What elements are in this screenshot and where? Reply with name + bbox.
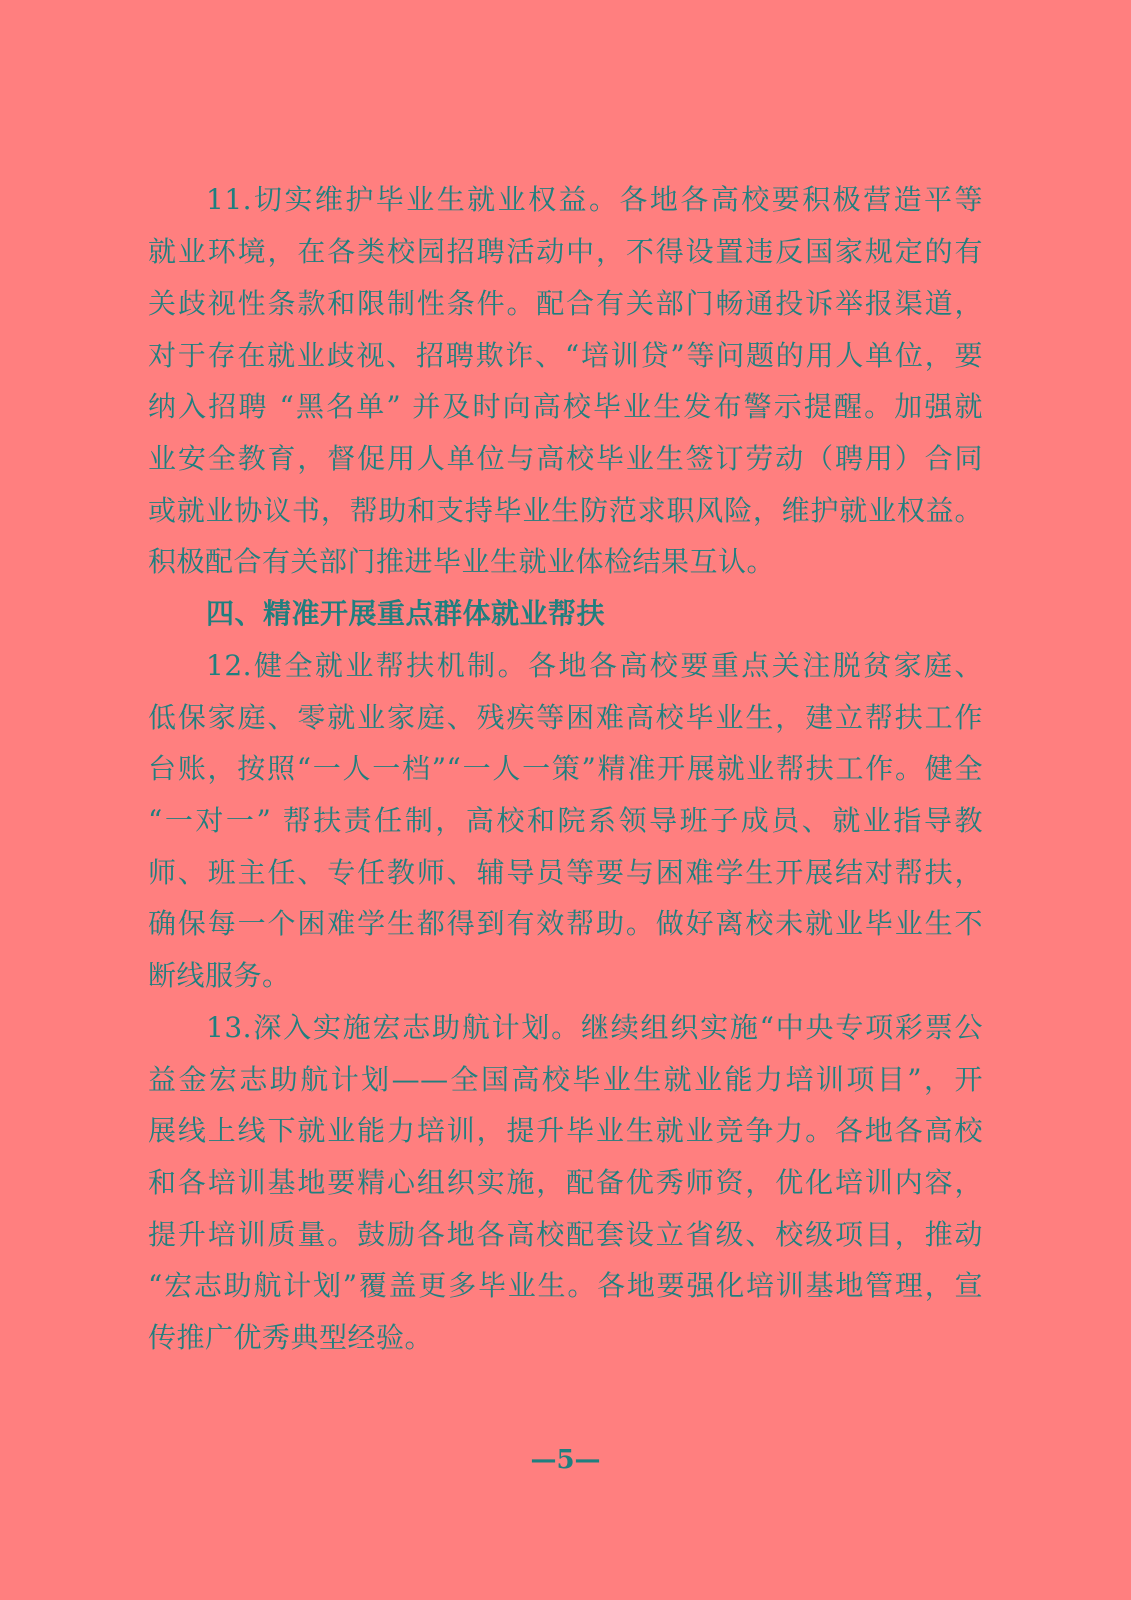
paragraph-line: 断线服务。 [148, 959, 291, 992]
paragraph-line: 对于存在就业歧视、招聘欺诈、“培训贷”等问题的用人单位，要 [148, 339, 983, 372]
paragraph-line: 关歧视性条款和限制性条件。配合有关部门畅通投诉举报渠道， [148, 287, 983, 320]
paragraph-line: 低保家庭、零就业家庭、残疾等困难高校毕业生，建立帮扶工作 [148, 701, 983, 734]
paragraph-line: 纳入招聘 “黑名单” 并及时向高校毕业生发布警示提醒。加强就 [148, 390, 983, 423]
paragraph-line: 确保每一个困难学生都得到有效帮助。做好离校未就业毕业生不 [148, 907, 983, 940]
page-number: —5— [530, 1445, 601, 1475]
paragraph-line: 12.健全就业帮扶机制。各地各高校要重点关注脱贫家庭、 [206, 649, 983, 682]
paragraph-line: 13.深入实施宏志助航计划。继续组织实施“中央专项彩票公 [206, 1011, 983, 1044]
paragraph-line: 台账，按照“一人一档”“一人一策”精准开展就业帮扶工作。健全 [148, 752, 983, 785]
paragraph-line: 11.切实维护毕业生就业权益。各地各高校要积极营造平等 [206, 183, 983, 216]
paragraph-line: 或就业协议书，帮助和支持毕业生防范求职风险，维护就业权益。 [148, 494, 983, 527]
paragraph-line: 提升培训质量。鼓励各地各高校配套设立省级、校级项目，推动 [148, 1218, 983, 1251]
paragraph-line: 业安全教育，督促用人单位与高校毕业生签订劳动（聘用）合同 [148, 442, 983, 475]
paragraph-line: 和各培训基地要精心组织实施，配备优秀师资，优化培训内容， [148, 1166, 983, 1199]
section-heading: 四、精准开展重点群体就业帮扶 [206, 597, 606, 630]
paragraph-line: “一对一” 帮扶责任制，高校和院系领导班子成员、就业指导教 [148, 804, 983, 837]
paragraph-line: 传推广优秀典型经验。 [148, 1321, 434, 1354]
paragraph-line: 展线上线下就业能力培训，提升毕业生就业竞争力。各地各高校 [148, 1114, 983, 1147]
paragraph-line: 师、班主任、专任教师、辅导员等要与困难学生开展结对帮扶， [148, 856, 983, 889]
paragraph-line: 积极配合有关部门推进毕业生就业体检结果互认。 [148, 545, 776, 578]
paragraph-line: 就业环境，在各类校园招聘活动中，不得设置违反国家规定的有 [148, 235, 983, 268]
paragraph-line: 益金宏志助航计划——全国高校毕业生就业能力培训项目”，开 [148, 1063, 983, 1096]
paragraph-line: “宏志助航计划”覆盖更多毕业生。各地要强化培训基地管理，宣 [148, 1269, 983, 1302]
